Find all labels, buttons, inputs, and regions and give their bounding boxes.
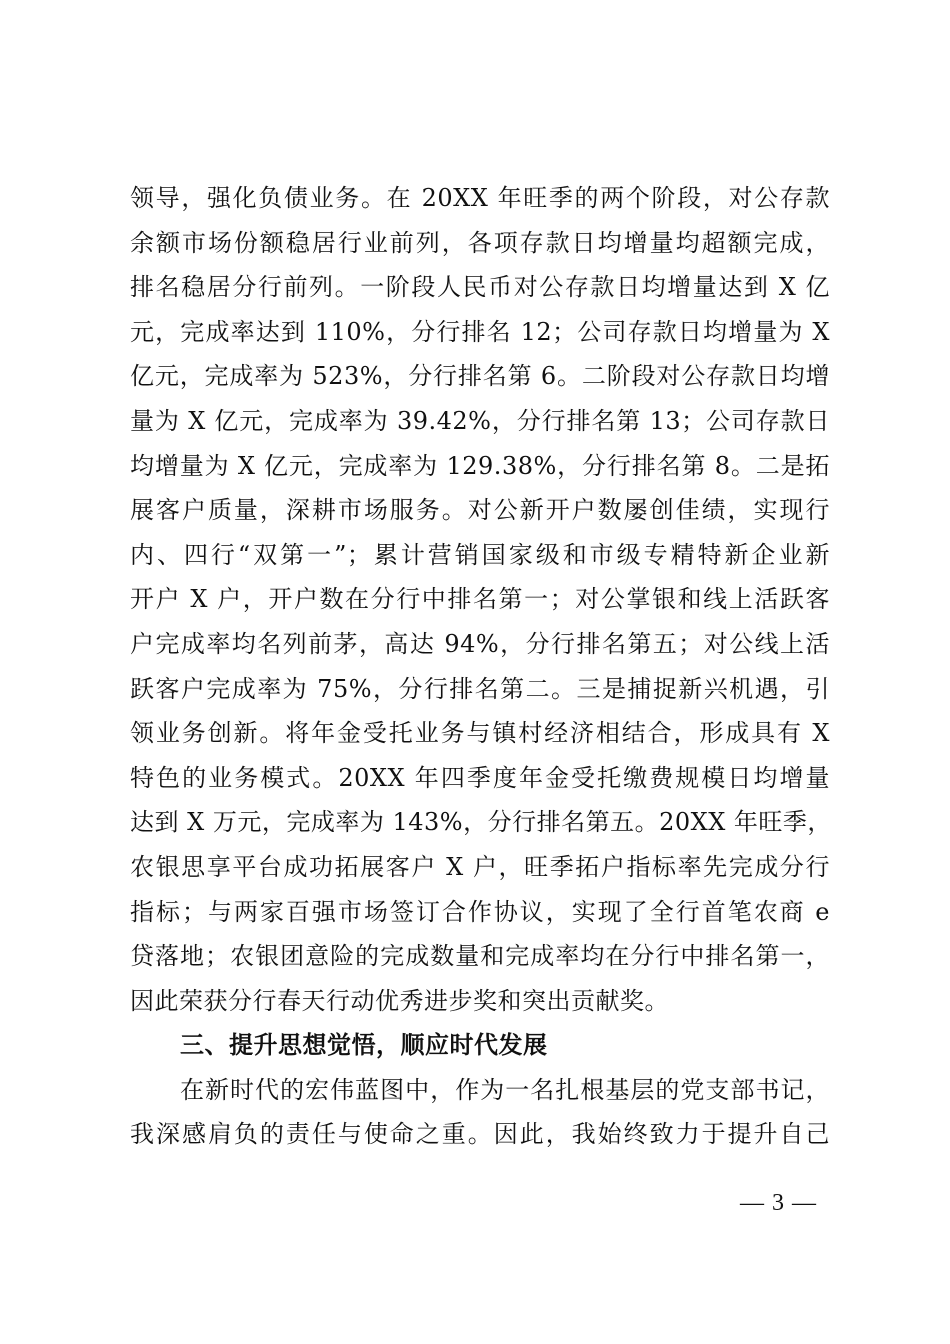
text-line: 内、四行“双第一”；累计营销国家级和市级专精特新企业新 [130, 540, 830, 569]
text-line: 领业务创新。将年金受托业务与镇村经济相结合，形成具有 X [130, 719, 830, 748]
text-line: 开户 X 户，开户数在分行中排名第一；对公掌银和线上活跃客 [130, 585, 830, 614]
text-line: 领导，强化负债业务。在 20XX 年旺季的两个阶段，对公存款 [130, 184, 830, 212]
text-line: 农银思享平台成功拓展客户 X 户，旺季拓户指标率先完成分行 [130, 852, 830, 881]
section-heading: 三、提升思想觉悟，顺应时代发展 [180, 1031, 548, 1060]
text-line: 排名稳居分行前列。一阶段人民币对公存款日均增量达到 X 亿 [130, 273, 830, 302]
text-line: 贷落地；农银团意险的完成数量和完成率均在分行中排名第一， [130, 942, 830, 971]
text-line: 展客户质量，深耕市场服务。对公新开户数屡创佳绩，实现行 [130, 496, 830, 525]
document-body [130, 176, 830, 1157]
text-line: 户完成率均名列前茅，高达 94%，分行排名第五；对公线上活 [130, 629, 830, 658]
text-line: 因此荣获分行春天行动优秀进步奖和突出贡献奖。 [130, 986, 669, 1015]
text-line: 量为 X 亿元，完成率为 39.42%，分行排名第 13；公司存款日 [130, 406, 830, 435]
text-line: 指标；与两家百强市场签订合作协议，实现了全行首笔农商 e [130, 897, 830, 926]
text-line: 元，完成率达到 110%，分行排名 12；公司存款日均增量为 X [130, 317, 830, 346]
page-number: — 3 — [740, 1190, 817, 1216]
text-line: 跃客户完成率为 75%，分行排名第二。三是捕捉新兴机遇，引 [130, 674, 830, 703]
text-line: 特色的业务模式。20XX 年四季度年金受托缴费规模日均增量 [130, 763, 830, 792]
text-line: 在新时代的宏伟蓝图中，作为一名扎根基层的党支部书记， [180, 1075, 830, 1104]
text-line: 亿元，完成率为 523%，分行排名第 6。二阶段对公存款日均增 [130, 362, 830, 391]
text-line: 余额市场份额稳居行业前列，各项存款日均增量均超额完成， [130, 228, 830, 257]
text-line: 我深感肩负的责任与使命之重。因此，我始终致力于提升自己 [130, 1120, 830, 1149]
text-line: 均增量为 X 亿元，完成率为 129.38%，分行排名第 8。二是拓 [130, 451, 830, 480]
text-line: 达到 X 万元，完成率为 143%，分行排名第五。20XX 年旺季， [130, 808, 832, 837]
